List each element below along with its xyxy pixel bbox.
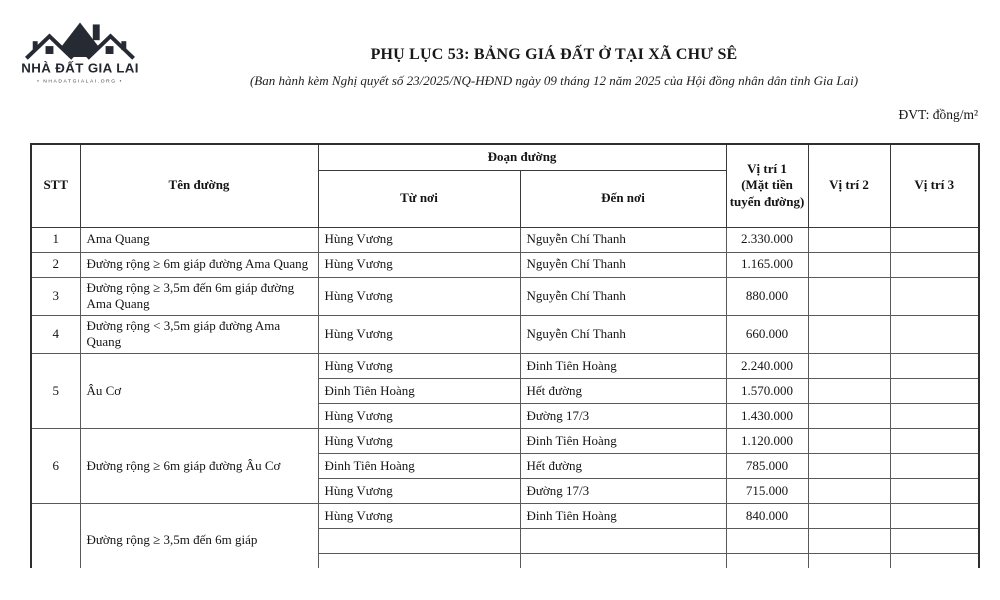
pos2-price-cell [808, 354, 890, 379]
pos3-price-cell [890, 554, 979, 569]
pos3-price-cell [890, 454, 979, 479]
pos2-price-cell [808, 252, 890, 277]
pos1-price-cell: 660.000 [726, 315, 808, 353]
stt-cell: 4 [31, 315, 80, 353]
from-cell: Hùng Vương [318, 277, 520, 315]
table-header [31, 144, 979, 227]
from-cell: Hùng Vương [318, 404, 520, 429]
houses-icon [28, 22, 132, 56]
street-name-cell: Đường rộng ≥ 3,5m đến 6m giáp [80, 504, 318, 569]
col-header-segment: Đoạn đường [318, 144, 726, 170]
pos3-price-cell [890, 529, 979, 554]
price-table-body [31, 227, 979, 568]
pos2-price-cell [808, 479, 890, 504]
nha-dat-gia-lai-logo [16, 10, 144, 96]
to-cell: Hết đường [520, 454, 726, 479]
pos1-price-cell: 2.330.000 [726, 227, 808, 252]
col-header-pos1-line2: (Mặt tiền tuyến đường) [729, 177, 805, 210]
pos3-price-cell [890, 379, 979, 404]
col-header-stt: STT [31, 144, 80, 227]
pos2-price-cell [808, 504, 890, 529]
pos1-price-cell: 840.000 [726, 504, 808, 529]
from-cell: Hùng Vương [318, 315, 520, 353]
to-cell: Đinh Tiên Hoàng [520, 354, 726, 379]
pos1-price-cell [726, 529, 808, 554]
from-cell: Đinh Tiên Hoàng [318, 454, 520, 479]
pos3-price-cell [890, 277, 979, 315]
street-name-cell: Đường rộng ≥ 6m giáp đường Âu Cơ [80, 429, 318, 504]
from-cell: Hùng Vương [318, 252, 520, 277]
to-cell: Nguyễn Chí Thanh [520, 315, 726, 353]
table-row [31, 429, 979, 454]
from-cell [318, 529, 520, 554]
to-cell [520, 554, 726, 569]
pos2-price-cell [808, 554, 890, 569]
stt-cell: 2 [31, 252, 80, 277]
to-cell: Nguyễn Chí Thanh [520, 252, 726, 277]
from-cell: Đinh Tiên Hoàng [318, 379, 520, 404]
to-cell: Hết đường [520, 379, 726, 404]
pos3-price-cell [890, 504, 979, 529]
street-name-cell: Đường rộng ≥ 6m giáp đường Ama Quang [80, 252, 318, 277]
pos1-price-cell: 1.430.000 [726, 404, 808, 429]
pos1-price-cell: 715.000 [726, 479, 808, 504]
from-cell: Hùng Vương [318, 227, 520, 252]
pos1-price-cell [726, 554, 808, 569]
pos2-price-cell [808, 379, 890, 404]
pos1-price-cell: 1.165.000 [726, 252, 808, 277]
pos1-price-cell: 880.000 [726, 277, 808, 315]
pos1-price-cell: 1.120.000 [726, 429, 808, 454]
table-row [31, 315, 979, 353]
table-row [31, 504, 979, 529]
from-cell: Hùng Vương [318, 479, 520, 504]
pos3-price-cell [890, 404, 979, 429]
pos1-price-cell: 1.570.000 [726, 379, 808, 404]
logo-title: NHÀ ĐẤT GIA LAI [21, 60, 139, 76]
pos2-price-cell [808, 454, 890, 479]
street-name-cell: Đường rộng < 3,5m giáp đường Ama Quang [80, 315, 318, 353]
from-cell: Hùng Vương [318, 354, 520, 379]
pos1-price-cell: 2.240.000 [726, 354, 808, 379]
page-title: PHỤ LỤC 53: BẢNG GIÁ ĐẤT Ở TẠI XÃ CHƯ SÊ [370, 46, 738, 63]
pos2-price-cell [808, 227, 890, 252]
street-name-cell: Âu Cơ [80, 354, 318, 429]
table-row [31, 354, 979, 379]
street-name-cell: Đường rộng ≥ 3,5m đến 6m giáp đường Ama Quang [80, 277, 318, 315]
land-price-table [30, 143, 980, 568]
stt-cell [31, 504, 80, 569]
col-header-to: Đến nơi [520, 170, 726, 227]
to-cell: Nguyễn Chí Thanh [520, 277, 726, 315]
pos3-price-cell [890, 315, 979, 353]
col-header-pos1-line1: Vị trí 1 [747, 160, 787, 176]
pos3-price-cell [890, 479, 979, 504]
stt-cell: 3 [31, 277, 80, 315]
pos2-price-cell [808, 429, 890, 454]
col-header-pos2: Vị trí 2 [808, 144, 890, 227]
unit-note: ĐVT: đồng/m² [898, 107, 978, 122]
table-row [31, 277, 979, 315]
from-cell: Hùng Vương [318, 504, 520, 529]
col-header-name: Tên đường [80, 144, 318, 227]
to-cell: Đinh Tiên Hoàng [520, 429, 726, 454]
from-cell: Hùng Vương [318, 429, 520, 454]
pos3-price-cell [890, 227, 979, 252]
page-subtitle: (Ban hành kèm Nghị quyết số 23/2025/NQ-HĐND ngày 09 tháng 12 năm 2025 của Hội đồng nhân dân tỉnh Gia Lai) [249, 73, 859, 88]
pos2-price-cell [808, 404, 890, 429]
pos1-price-cell: 785.000 [726, 454, 808, 479]
col-header-pos1 [726, 144, 808, 227]
col-header-from: Từ nơi [318, 170, 520, 227]
pos3-price-cell [890, 252, 979, 277]
pos3-price-cell [890, 429, 979, 454]
stt-cell: 1 [31, 227, 80, 252]
to-cell: Đường 17/3 [520, 404, 726, 429]
to-cell: Đường 17/3 [520, 479, 726, 504]
pos3-price-cell [890, 354, 979, 379]
col-header-pos3: Vị trí 3 [890, 144, 979, 227]
table-row [31, 252, 979, 277]
pos2-price-cell [808, 315, 890, 353]
table-row [31, 227, 979, 252]
title-block [130, 46, 978, 89]
pos2-price-cell [808, 529, 890, 554]
street-name-cell: Ama Quang [80, 227, 318, 252]
from-cell [318, 554, 520, 569]
to-cell: Nguyễn Chí Thanh [520, 227, 726, 252]
stt-cell: 5 [31, 354, 80, 429]
pos2-price-cell [808, 277, 890, 315]
stt-cell: 6 [31, 429, 80, 504]
to-cell [520, 529, 726, 554]
logo-tagline: • NHADATGIALAI.ORG • [37, 79, 123, 85]
to-cell: Đinh Tiên Hoàng [520, 504, 726, 529]
